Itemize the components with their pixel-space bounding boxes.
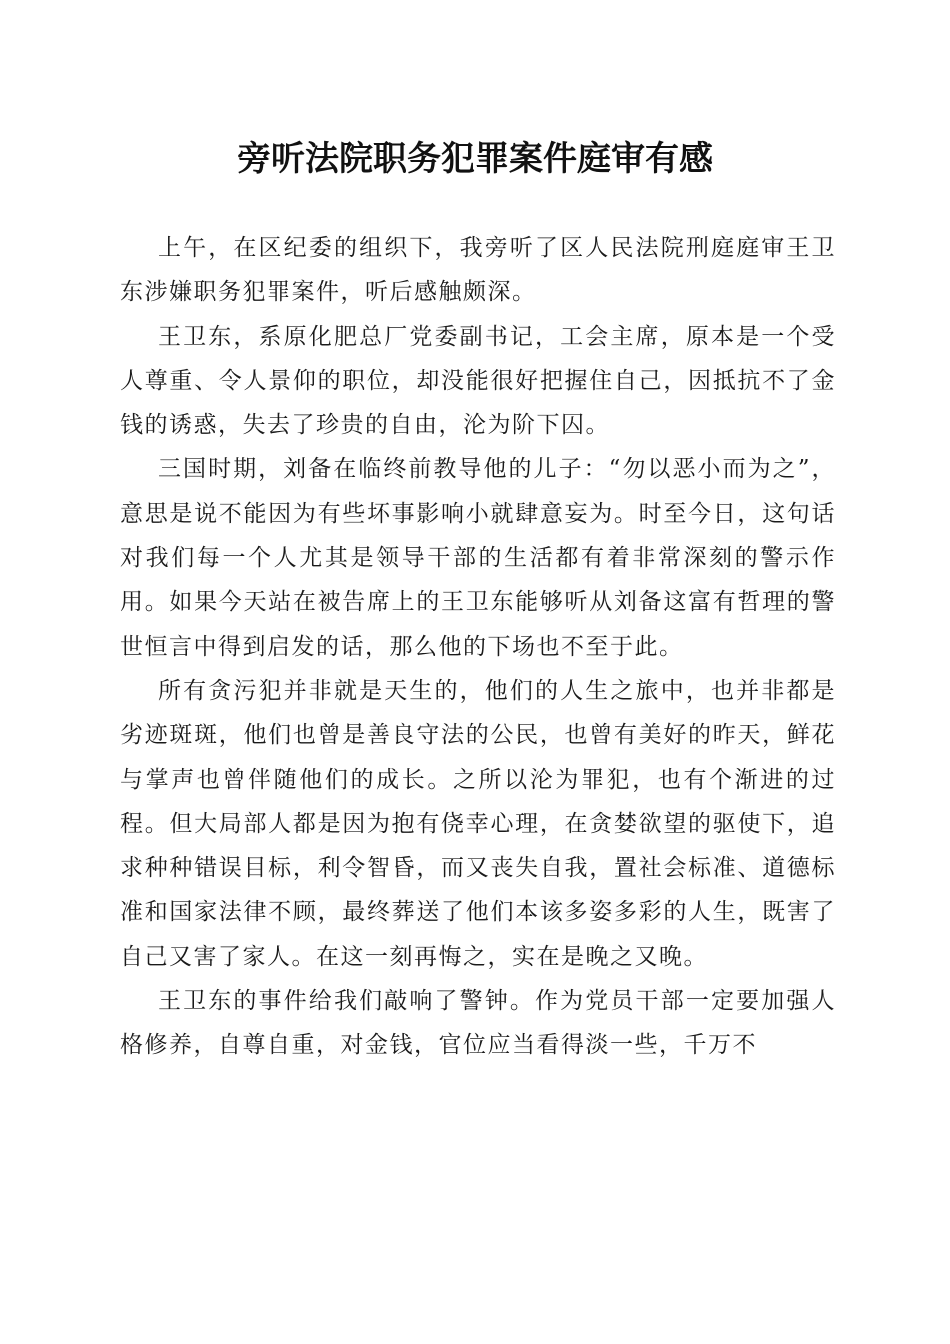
paragraph-3: 三国时期，刘备在临终前教导他的儿子：“勿以恶小而为之”，意思是说不能因为有些坏事影响小就肆意妄为。时至今日，这句话对我们每一个人尤其是领导干部的生活都有着非常深刻的警示作用。如果今天站在被告席上的王卫东能够听从刘备这富有哲理的警世恒言中得到启发的话，那么他的下场也不至于此。 <box>120 456 836 660</box>
paragraph-5: 王卫东的事件给我们敲响了警钟。作为党员干部一定要加强人格修养，自尊自重，对金钱，官位应当看得淡一些，千万不 <box>120 988 836 1059</box>
paragraph-4: 所有贪污犯并非就是天生的，他们的人生之旅中，也并非都是劣迹斑斑，他们也曾是善良守法的公民，也曾有美好的昨天，鲜花与掌声也曾伴随他们的成长。之所以沦为罪犯，也有个渐进的过程。但大局部人都是因为抱有侥幸心理，在贪婪欲望的驱使下，追求种种错误目标，利令智昏，而又丧失自我，置社会标准、道德标准和国家法律不顾，最终葬送了他们本该多姿多彩的人生，既害了自己又害了家人。在这一刻再悔之，实在是晚之又晚。 <box>120 677 836 970</box>
paragraph-2: 王卫东，系原化肥总厂党委副书记，工会主席，原本是一个受人尊重、令人景仰的职位，却没能很好把握住自己，因抵抗不了金钱的诱惑，失去了珍贵的自由，沦为阶下囚。 <box>120 323 836 439</box>
document-body <box>120 226 836 1068</box>
document-title: 旁听法院职务犯罪案件庭审有感 <box>237 139 713 179</box>
paragraph-1: 上午，在区纪委的组织下，我旁听了区人民法院刑庭庭审王卫东涉嫌职务犯罪案件，听后感触颇深。 <box>120 235 836 306</box>
